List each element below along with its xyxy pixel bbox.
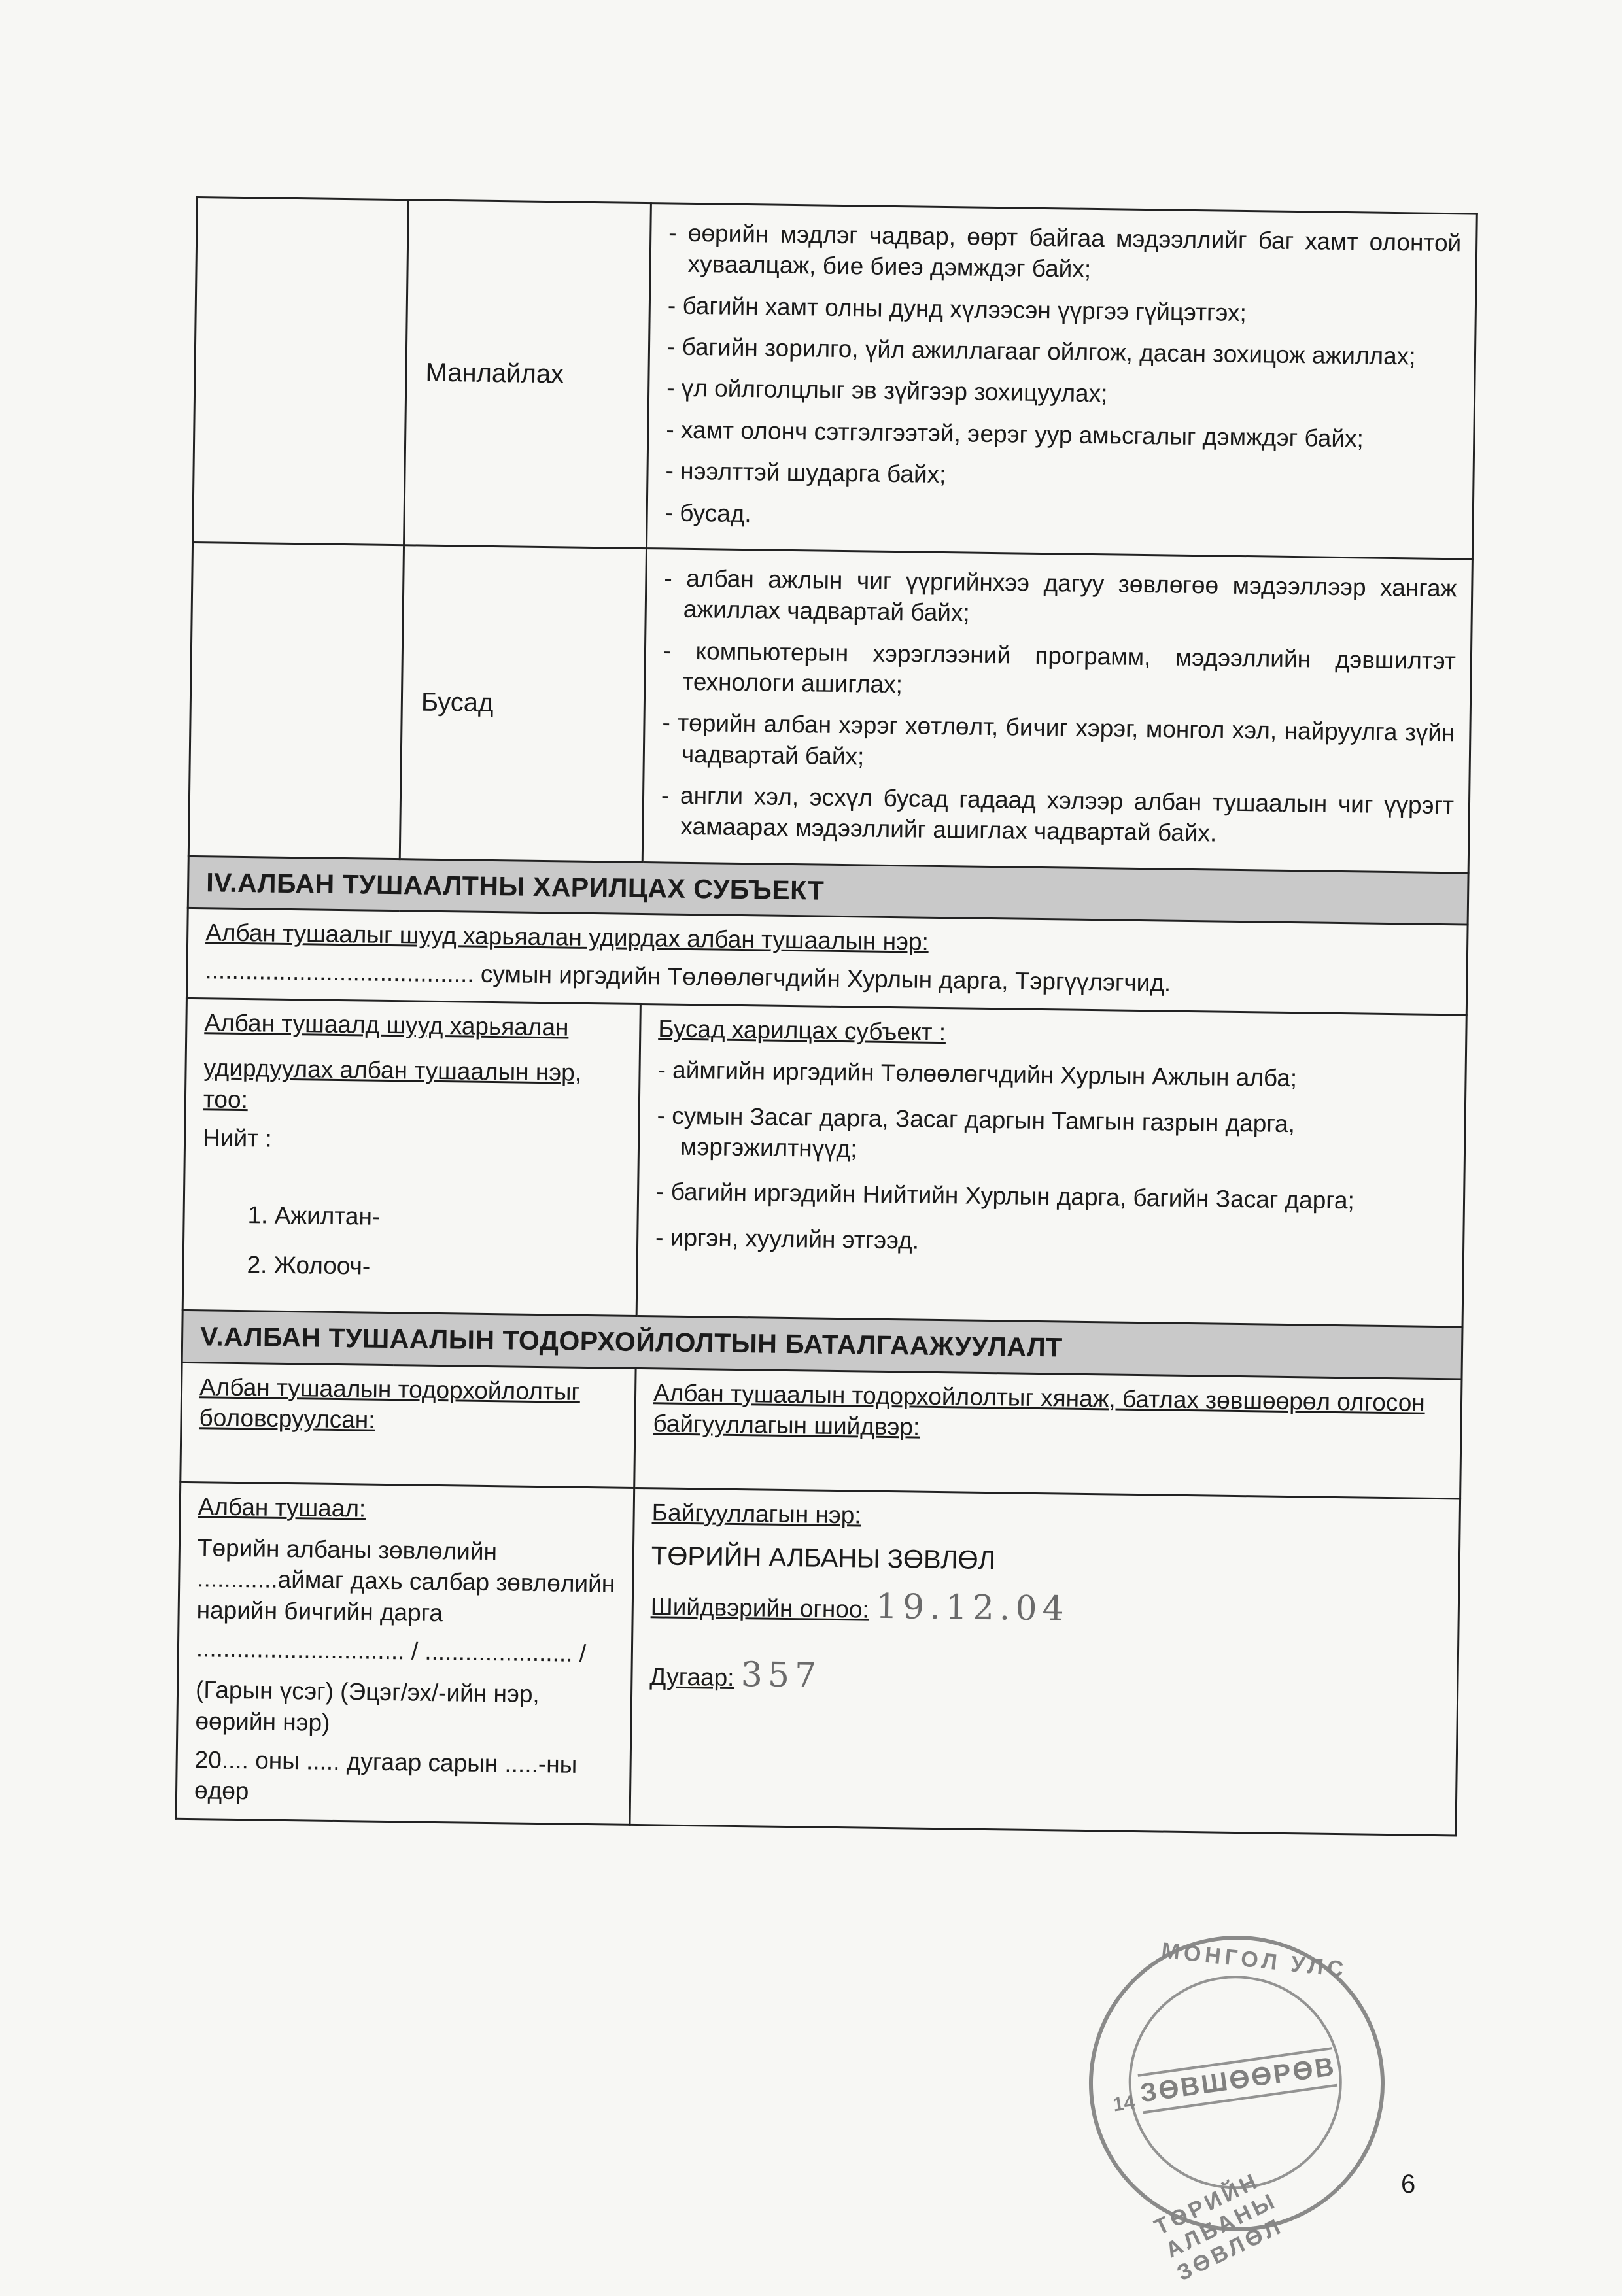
approval-details-row <box>176 1482 1460 1836</box>
list-item: - багийн иргэдийн Нийтийн Хурлын дарга, багийн Засаг дарга; <box>656 1176 1447 1218</box>
subordinates-list <box>247 1200 620 1285</box>
decision-date-label: Шийдвэрийн огноо: <box>650 1593 870 1623</box>
subordinates-label-1: Албан тушаалд шууд харьяалан <box>204 1009 569 1041</box>
list-item: 1. Ажилтан- <box>247 1201 381 1231</box>
prepared-cell <box>181 1362 636 1488</box>
other-subjects-list <box>655 1055 1448 1263</box>
list-item: - сумын Засаг дарга, Засаг даргын Тамгын газрын дарга, мэргэжилтнүүд; <box>657 1100 1447 1173</box>
signature-caption: (Гарын үсэг) (Эцэг/эх/-ийн нэр, өөрийн нэр) <box>195 1676 540 1736</box>
list-item: - албан ажлын чиг үүргийнхээ дагуу зөвлөгөө мэдээллээр хангаж ажиллах чадвартай байх; <box>663 562 1457 635</box>
stamp-number: 14 <box>1111 2091 1137 2116</box>
number-label: Дугаар: <box>649 1662 734 1691</box>
org-label: Байгууллагын нэр: <box>651 1498 861 1529</box>
supervisor-label: Албан тушаалыг шууд харьяалан удирдах албан тушаалын нэр: <box>205 919 929 955</box>
list-item: 2. Жолооч- <box>247 1250 371 1280</box>
other-subjects-label: Бусад харилцах субъект : <box>658 1015 946 1046</box>
approval-stamp <box>1070 1917 1404 2286</box>
decision-date-value: 19.12.04 <box>875 1586 1070 1629</box>
prepared-label: Албан тушаалын тодорхойлолтыг боловсруулсан: <box>199 1373 581 1433</box>
position-cell <box>176 1482 634 1825</box>
signature-line: ............................... / ...................... / <box>196 1635 587 1667</box>
page-number: 6 <box>1401 2170 1416 2199</box>
position-text: Төрийн албаны зөвлөлийн ............аймаг дахь салбар зөвлөлийн нарийн бичгийн дарга <box>196 1534 615 1626</box>
list-item: - нээлттэй шударга байх; <box>665 456 1458 497</box>
list-item: - компьютерын хэрэглээний программ, мэдээллийн дэвшилтэт технологи ашиглах; <box>663 635 1456 708</box>
job-description-table <box>175 196 1478 1836</box>
organization-cell <box>630 1488 1460 1836</box>
blank-cell <box>188 542 404 859</box>
list-item: - багийн хамт олны дунд хүлээсэн үүргээ гүйцэтгэх; <box>668 290 1461 331</box>
subordinates-cell <box>182 998 640 1316</box>
approval-labels-row <box>181 1362 1462 1499</box>
stamp-top-text: МОНГОЛ УЛС <box>1160 1938 1349 1983</box>
approved-label: Албан тушаалын тодорхойлолтыг хянаж, батлах зөвшөөрөл олгосон байгууллагын шийдвэр: <box>653 1379 1426 1441</box>
position-label: Албан тушаал: <box>198 1492 366 1522</box>
subordinates-row <box>182 998 1466 1327</box>
decision-date-line <box>650 1582 1441 1636</box>
supervisor-cell <box>186 908 1468 1015</box>
list-item: - иргэн, хуулийн этгээд. <box>655 1222 1446 1263</box>
approved-cell <box>634 1368 1462 1499</box>
list-item: - хамт олонч сэтгэлгээтэй, эерэг уур амьсгалыг дэмждэг байх; <box>666 414 1459 455</box>
subordinates-label-2: удирдуулах албан тушаалын нэр, тоо: <box>203 1054 582 1113</box>
list-item: - багийн зорилго, үйл ажиллагааг ойлгож, дасан зохицож ажиллах; <box>667 332 1460 373</box>
stamp-bottom-text: ТӨРИЙН АЛБАНЫ ЗӨВЛӨЛ <box>1150 2168 1287 2286</box>
competency-items <box>642 548 1472 872</box>
list-item: - бусад. <box>664 497 1458 538</box>
supervisor-value: сумын иргэдийн Төлөөлөгчдийн Хурлын дарга, Тэргүүлэгчид. <box>480 960 1171 997</box>
list-item: - өөрийн мэдлэг чадвар, өөрт байгаа мэдээллийг баг хамт олонтой хуваалцаж, бие биеэ дэмждэг байх; <box>668 217 1461 290</box>
blank-cell <box>193 197 409 545</box>
competency-label: Бусад <box>400 545 646 863</box>
org-name: ТӨРИЙН АЛБАНЫ ЗӨВЛӨЛ <box>651 1541 996 1575</box>
list-item: - үл ойлголцлыг эв зүйгээр зохицуулах; <box>666 373 1460 414</box>
supervisor-dots: ........................................ <box>205 956 474 987</box>
section-5-title: V.АЛБАН ТУШААЛЫН ТОДОРХОЙЛОЛТЫН БАТАЛГААЖУУЛАЛТ <box>182 1310 1462 1379</box>
list-item: - англи хэл, эсхүл бусад гадаад хэлээр албан тушаалын чиг үүрэгт хамаарах мэдээллийг ашиглах чадвартай байх. <box>661 780 1454 852</box>
number-value: 357 <box>740 1654 822 1696</box>
number-line <box>649 1652 1440 1705</box>
competency-items <box>647 203 1477 559</box>
list-item: - аймгийн иргэдийн Төлөөлөгчдийн Хурлын Ажлын алба; <box>657 1055 1448 1096</box>
competency-row-other <box>188 542 1472 872</box>
total-label: Нийт : <box>202 1124 272 1152</box>
date-line: 20.... оны ..... дугаар сарын .....-ны өдөр <box>194 1746 578 1805</box>
supervisor-row <box>186 908 1468 1015</box>
list-item: - төрийн албан хэрэг хөтлөлт, бичиг хэрэг, монгол хэл, найруулга зүйн чадвартай байх; <box>662 708 1455 780</box>
competency-label: Манлайлах <box>404 200 651 549</box>
section-4-title: IV.АЛБАН ТУШААЛТНЫ ХАРИЛЦАХ СУБЪЕКТ <box>188 856 1468 925</box>
stamp-center-text: ЗӨВШӨӨРӨВ <box>1138 2047 1338 2114</box>
competency-row-leadership <box>193 197 1477 559</box>
other-subjects-cell <box>636 1004 1466 1327</box>
